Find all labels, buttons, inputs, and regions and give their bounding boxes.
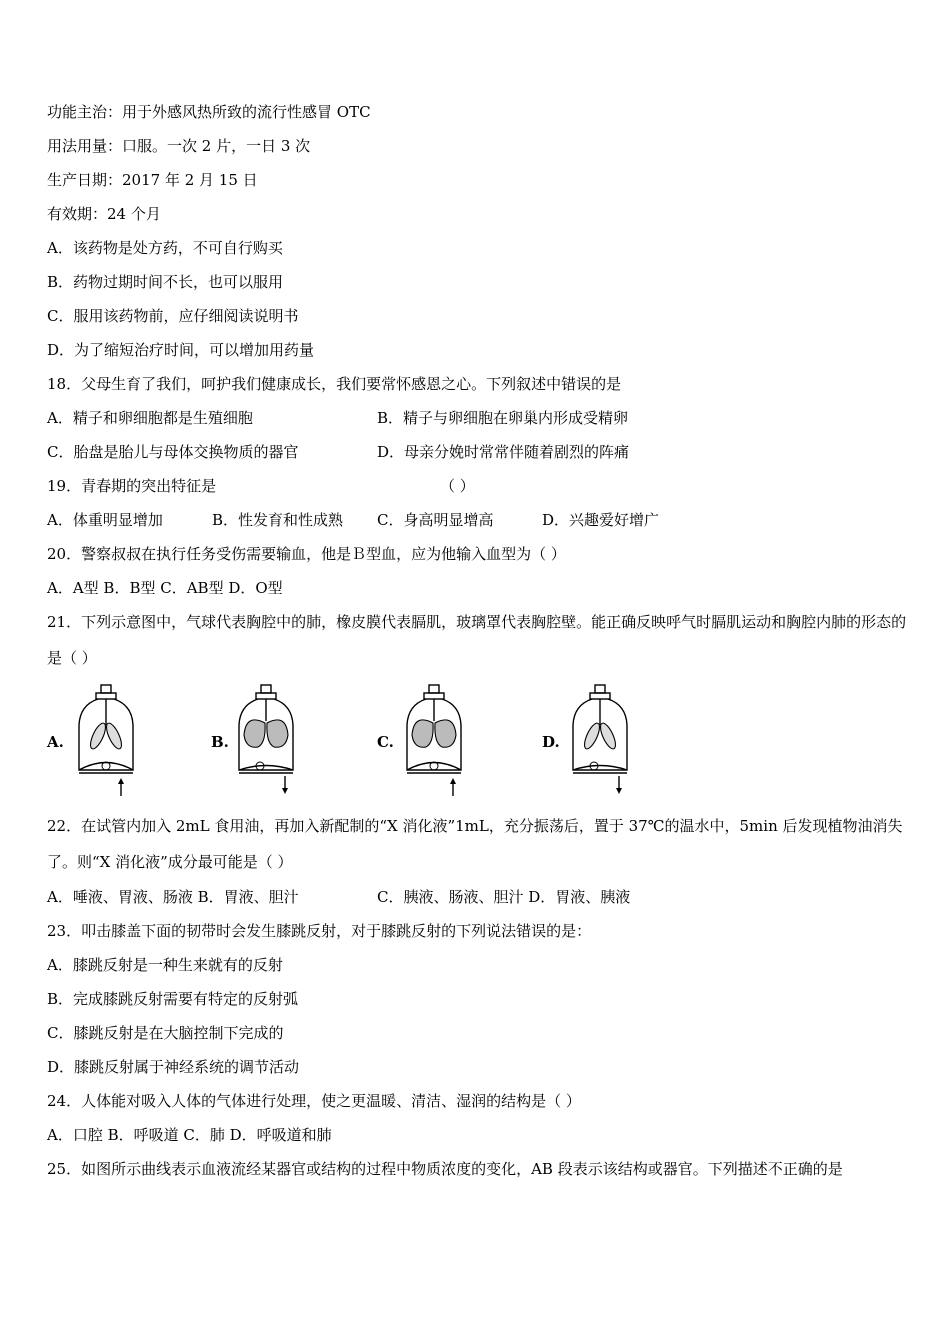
q23-option-b: B．完成膝跳反射需要有特定的反射弧	[47, 990, 299, 1008]
drug-production-date: 生产日期：2017 年 2 月 15 日	[47, 171, 258, 189]
q22-options-ab: A．唾液、胃液、肠液 B．胃液、胆汁	[47, 888, 299, 906]
q22-stem: 22．在试管内加入 2mL 食用油，再加入新配制的“X 消化液”1mL，充分振荡后，置于 37℃的温水中，5min 后发现植物油消失了。则“X 消化液”成分最可能是（ ）	[47, 817, 903, 871]
q20-options: A．A型 B．B型 C．AB型 D．O型	[47, 579, 283, 597]
q19-stem: 19．青春期的突出特征是	[47, 477, 217, 495]
drug-validity: 有效期：24 个月	[47, 205, 161, 223]
q21-stem: 21．下列示意图中，气球代表胸腔中的肺，橡皮膜代表膈肌，玻璃罩代表胸腔壁。能正确反映呼气时膈肌运动和胸腔内肺的形态的是（ ）	[47, 613, 907, 667]
q18-option-a: A．精子和卵细胞都是生殖细胞	[47, 409, 253, 427]
q21-label-c: C.	[377, 733, 394, 751]
q23-option-a: A．膝跳反射是一种生来就有的反射	[47, 956, 283, 974]
q21-label-b: B.	[211, 733, 229, 751]
q23-stem: 23．叩击膝盖下面的韧带时会发生膝跳反射，对于膝跳反射的下列说法错误的是：	[47, 922, 592, 940]
q22-options-cd: C．胰液、肠液、胆汁 D．胃液、胰液	[377, 888, 631, 906]
q17-option-d: D．为了缩短治疗时间，可以增加用药量	[47, 341, 315, 359]
q18-stem: 18．父母生育了我们，呵护我们健康成长，我们要常怀感恩之心。下列叙述中错误的是	[47, 375, 622, 393]
q17-option-c: C．服用该药物前，应仔细阅读说明书	[47, 307, 299, 325]
bell-jar-diagram-c	[404, 683, 464, 798]
q24-stem: 24．人体能对吸入人体的气体进行处理，使之更温暖、清洁、湿润的结构是（ ）	[47, 1092, 581, 1110]
q18-option-b: B．精子与卵细胞在卵巢内形成受精卵	[377, 409, 629, 427]
q23-option-d: D．膝跳反射属于神经系统的调节活动	[47, 1058, 300, 1076]
q19-option-c: C．身高明显增高	[377, 511, 494, 529]
q23-option-c: C．膝跳反射是在大脑控制下完成的	[47, 1024, 284, 1042]
q18-option-d: D．母亲分娩时常常伴随着剧烈的阵痛	[377, 443, 630, 461]
bell-jar-diagram-a	[76, 683, 136, 798]
q17-option-a: A．该药物是处方药，不可自行购买	[47, 239, 283, 257]
q19-option-b: B．性发育和性成熟	[212, 511, 344, 529]
q19-option-a: A．体重明显增加	[47, 511, 163, 529]
bell-jar-diagram-d	[570, 683, 630, 798]
q17-option-b: B．药物过期时间不长，也可以服用	[47, 273, 284, 291]
q20-stem: 20．警察叔叔在执行任务受伤需要输血，他是Ｂ型血，应为他输入血型为（ ）	[47, 545, 566, 563]
q24-options: A．口腔 B．呼吸道 C．肺 D．呼吸道和肺	[47, 1126, 332, 1144]
q19-answer-paren: （ ）	[440, 477, 475, 495]
q21-label-d: D.	[542, 733, 560, 751]
drug-indication: 功能主治：用于外感风热所致的流行性感冒 OTC	[47, 103, 371, 121]
bell-jar-diagram-b	[236, 683, 296, 798]
q21-label-a: A.	[47, 733, 64, 751]
q18-option-c: C．胎盘是胎儿与母体交换物质的器官	[47, 443, 299, 461]
q25-stem: 25．如图所示曲线表示血液流经某器官或结构的过程中物质浓度的变化，AB 段表示该结构或器官。下列描述不正确的是	[47, 1160, 843, 1178]
drug-usage: 用法用量：口服。一次 2 片，一日 3 次	[47, 137, 311, 155]
q19-option-d: D．兴趣爱好增广	[542, 511, 660, 529]
